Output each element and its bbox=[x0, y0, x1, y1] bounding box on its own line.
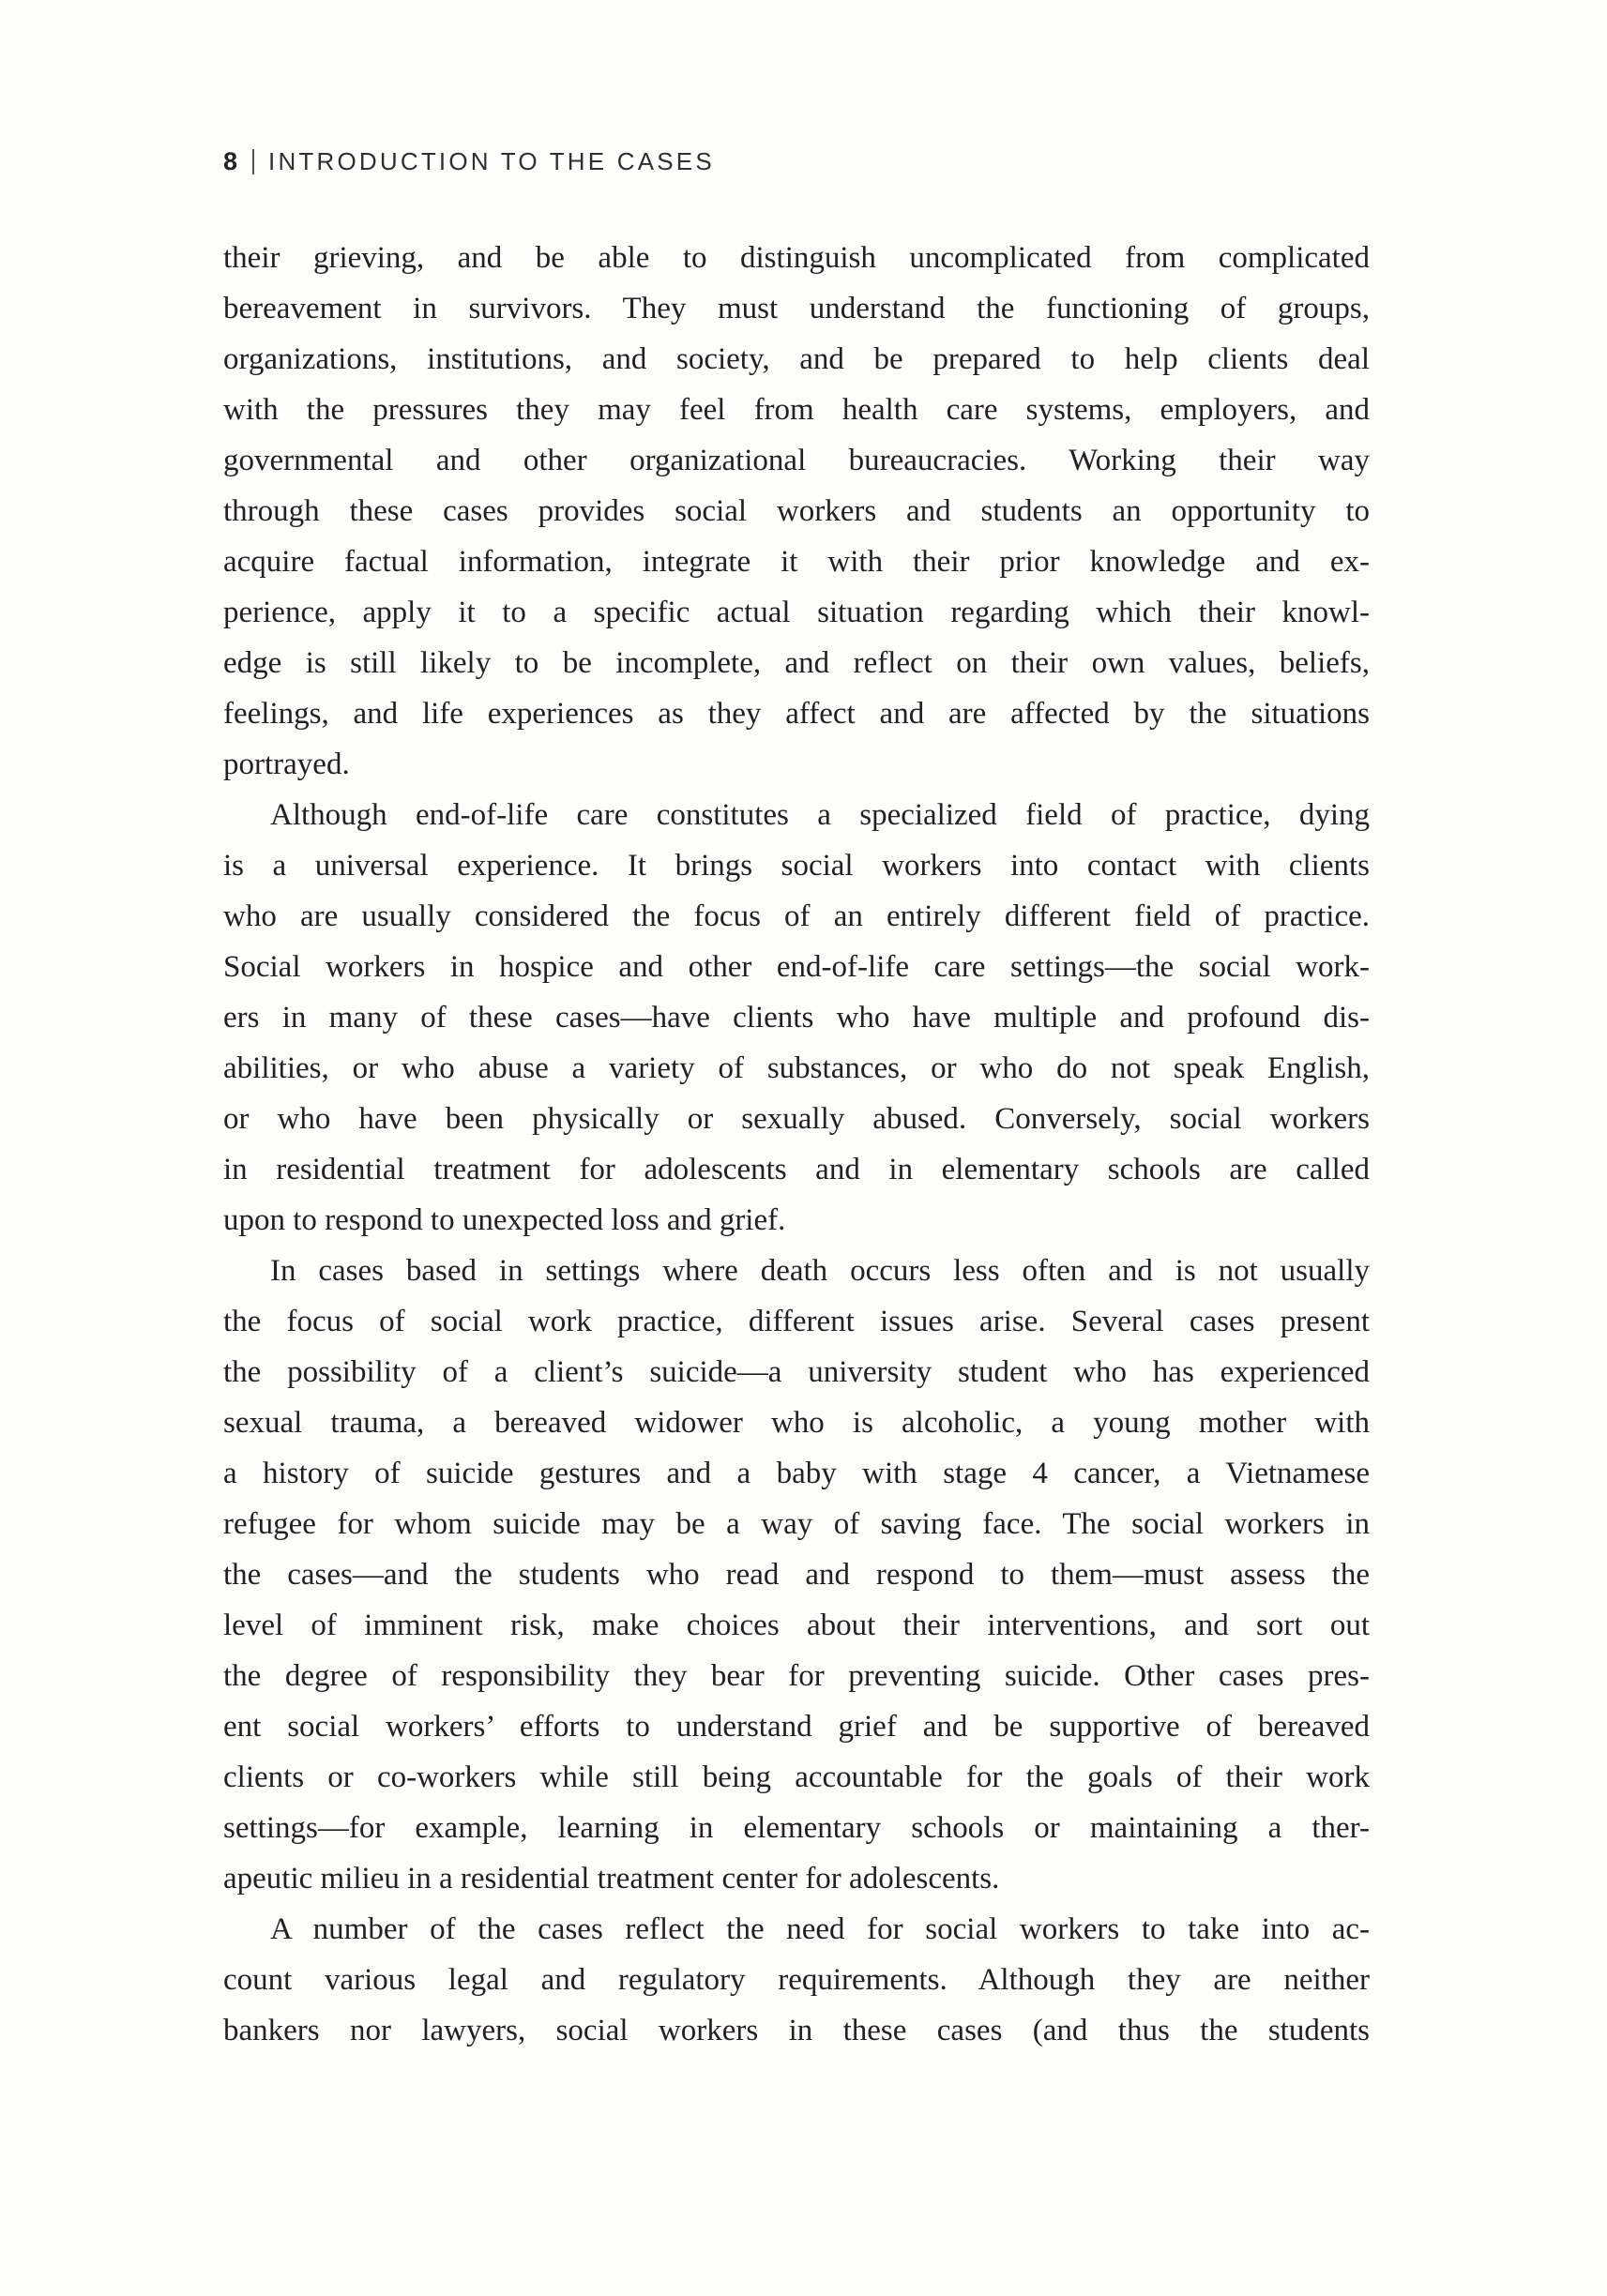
text-line: in residential treatment for adolescents and in elementary schools are called bbox=[223, 1153, 1370, 1186]
text-line: governmental and other organizational bureaucracies. Working their way bbox=[223, 444, 1370, 477]
text-line: count various legal and regulatory requirements. Although they are neither bbox=[223, 1963, 1370, 1997]
text-line: bereavement in survivors. They must understand the functioning of groups, bbox=[223, 292, 1370, 325]
text-line: edge is still likely to be incomplete, and reflect on their own values, beliefs, bbox=[223, 646, 1370, 680]
paragraph bbox=[223, 1904, 1370, 2056]
text-line: ent social workers’ efforts to understand grief and be supportive of bereaved bbox=[223, 1710, 1370, 1744]
running-head-title: INTRODUCTION TO THE CASES bbox=[268, 147, 715, 175]
text-line: bankers nor lawyers, social workers in these cases (and thus the students bbox=[223, 2014, 1370, 2047]
text-line: portrayed. bbox=[223, 748, 350, 781]
page-body bbox=[223, 233, 1370, 2056]
text-line: the possibility of a client’s suicide—a university student who has experienced bbox=[223, 1355, 1370, 1389]
text-line: Although end-of-life care constitutes a specialized field of practice, dying bbox=[270, 798, 1370, 832]
text-line: level of imminent risk, make choices about their interventions, and sort out bbox=[223, 1609, 1370, 1642]
text-line: the focus of social work practice, different issues arise. Several cases present bbox=[223, 1305, 1370, 1338]
paragraph bbox=[223, 1246, 1370, 1904]
text-line: acquire factual information, integrate it with their prior knowledge and ex- bbox=[223, 545, 1370, 579]
text-line: refugee for whom suicide may be a way of saving face. The social workers in bbox=[223, 1507, 1370, 1541]
page-number: 8 bbox=[223, 147, 239, 175]
paragraph bbox=[223, 233, 1370, 790]
text-line: upon to respond to unexpected loss and grief. bbox=[223, 1203, 786, 1237]
running-head bbox=[223, 147, 715, 176]
text-line: is a universal experience. It brings social workers into contact with clients bbox=[223, 849, 1370, 883]
text-line: the cases—and the students who read and respond to them—must assess the bbox=[223, 1558, 1370, 1592]
text-line: who are usually considered the focus of an entirely different field of practice. bbox=[223, 899, 1370, 933]
text-line: a history of suicide gestures and a baby with stage 4 cancer, a Vietnamese bbox=[223, 1457, 1370, 1490]
text-line: the degree of responsibility they bear for preventing suicide. Other cases pres- bbox=[223, 1659, 1370, 1693]
text-line: clients or co-workers while still being accountable for the goals of their work bbox=[223, 1760, 1370, 1794]
text-line: In cases based in settings where death occurs less often and is not usually bbox=[270, 1254, 1370, 1288]
text-line: ers in many of these cases—have clients who have multiple and profound dis- bbox=[223, 1001, 1370, 1035]
text-line: through these cases provides social workers and students an opportunity to bbox=[223, 494, 1370, 528]
text-line: A number of the cases reflect the need for social workers to take into ac- bbox=[270, 1912, 1370, 1946]
text-line: or who have been physically or sexually abused. Conversely, social workers bbox=[223, 1102, 1370, 1136]
text-line: their grieving, and be able to distinguish uncomplicated from complicated bbox=[223, 241, 1370, 275]
text-line: Social workers in hospice and other end-of-life care settings—the social work- bbox=[223, 950, 1370, 984]
text-line: sexual trauma, a bereaved widower who is alcoholic, a young mother with bbox=[223, 1406, 1370, 1440]
text-line: organizations, institutions, and society, and be prepared to help clients deal bbox=[223, 342, 1370, 376]
header-separator bbox=[252, 149, 254, 174]
text-line: abilities, or who abuse a variety of substances, or who do not speak English, bbox=[223, 1051, 1370, 1085]
paragraph bbox=[223, 790, 1370, 1246]
text-line: perience, apply it to a specific actual situation regarding which their knowl- bbox=[223, 596, 1370, 629]
text-line: feelings, and life experiences as they affect and are affected by the situations bbox=[223, 697, 1370, 731]
text-line: apeutic milieu in a residential treatment center for adolescents. bbox=[223, 1862, 1000, 1896]
text-line: with the pressures they may feel from health care systems, employers, and bbox=[223, 393, 1370, 427]
text-line: settings—for example, learning in elementary schools or maintaining a ther- bbox=[223, 1811, 1370, 1845]
